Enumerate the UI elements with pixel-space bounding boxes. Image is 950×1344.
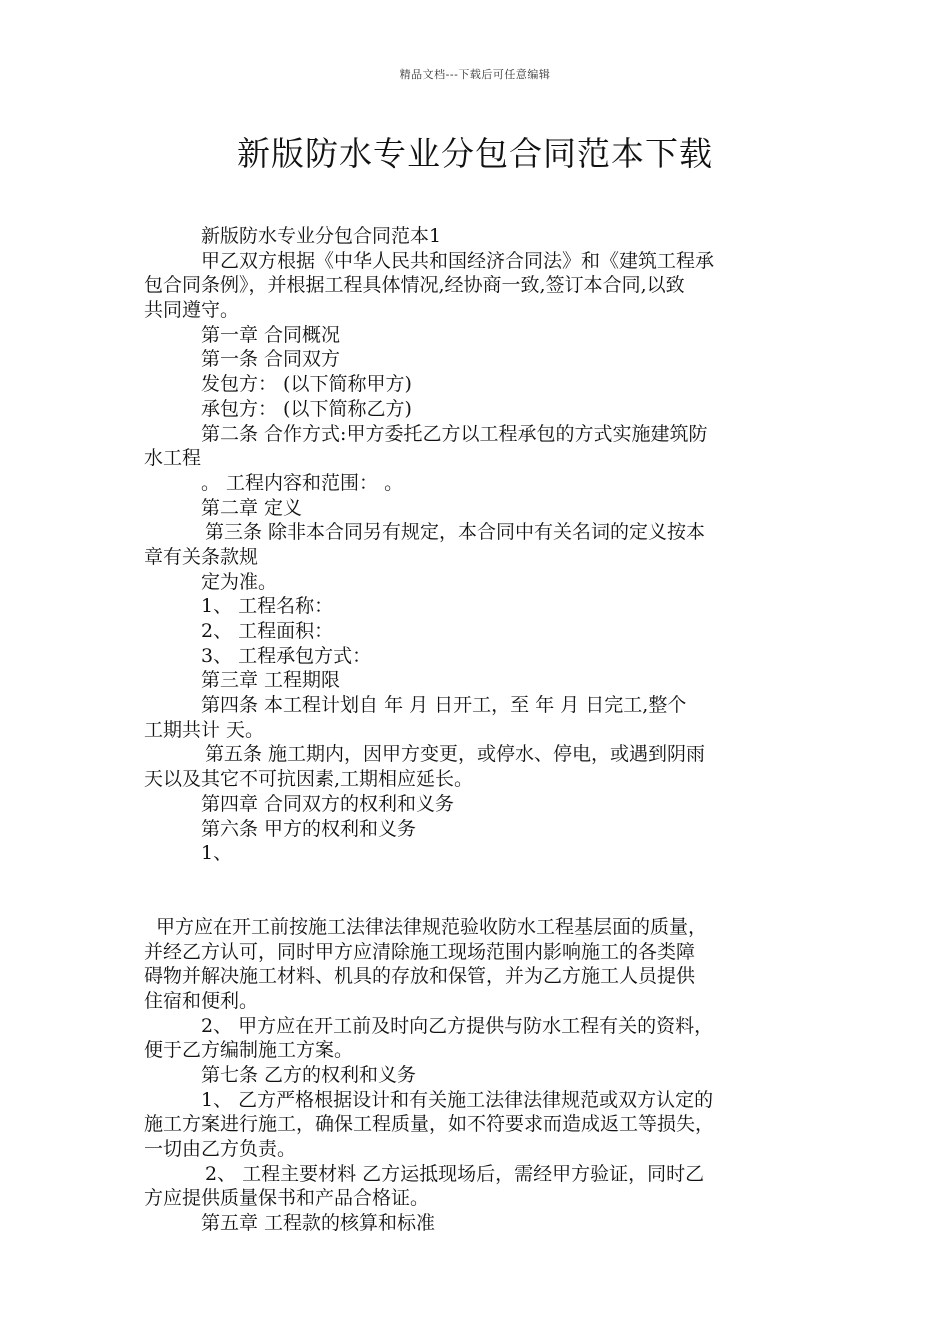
- article-heading: 第六条 甲方的权利和义务: [201, 817, 417, 840]
- body-line: 工期共计 天。: [144, 718, 265, 741]
- document-body: [144, 224, 814, 1236]
- body-line: 包合同条例》，并根据工程具体情况,经协商一致,签订本合同,以致: [144, 274, 685, 297]
- body-line: 施工方案进行施工，确保工程质量，如不符要求而造成返工等损失，: [144, 1113, 715, 1136]
- chapter-heading: 第三章 工程期限: [201, 669, 341, 692]
- body-line: 天以及其它不可抗因素,工期相应延长。: [144, 768, 474, 791]
- body-line: 方应提供质量保书和产品合格证。: [144, 1187, 430, 1210]
- list-item: 1、 工程名称：: [201, 595, 334, 618]
- chapter-heading: 第五章 工程款的核算和标准: [201, 1212, 436, 1235]
- body-line: 住宿和便利。: [144, 989, 259, 1012]
- body-line: 并经乙方认可，同时甲方应清除施工现场范围内影响施工的各类障: [144, 940, 696, 963]
- body-line: 第三条 除非本合同另有规定，本合同中有关名词的定义按本: [205, 521, 706, 544]
- body-line: 水工程: [144, 447, 202, 470]
- list-item: 2、 工程主要材料 乙方运抵现场后，需经甲方验证，同时乙: [205, 1162, 705, 1185]
- article-heading: 第七条 乙方的权利和义务: [201, 1064, 417, 1086]
- list-item: 1、: [201, 842, 233, 865]
- chapter-heading: 第四章 合同双方的权利和义务: [201, 792, 455, 815]
- chapter-heading: 第一章 合同概况: [201, 323, 341, 346]
- body-line: 便于乙方编制施工方案。: [144, 1039, 354, 1062]
- list-item: 1、 乙方严格根据设计和有关施工法律法律规范或双方认定的: [201, 1088, 714, 1111]
- body-line: 。 工程内容和范围： 。: [201, 471, 404, 494]
- page-header-note: 精品文档---下载后可任意编辑: [399, 68, 551, 81]
- body-line: 第二条 合作方式:甲方委托乙方以工程承包的方式实施建筑防: [201, 422, 708, 445]
- paragraph-gap: [144, 866, 814, 915]
- body-line: 发包方： (以下简称甲方): [201, 373, 412, 396]
- body-line: 一切由乙方负责。: [144, 1138, 297, 1161]
- article-heading: 第一条 合同双方: [201, 348, 341, 371]
- body-line: 碍物并解决施工材料、机具的存放和保管，并为乙方施工人员提供: [144, 965, 696, 988]
- body-line: 第五条 施工期内，因甲方变更，或停水、停电，或遇到阴雨: [205, 743, 706, 766]
- document-title: 新版防水专业分包合同范本下载: [237, 134, 713, 173]
- body-line: 第四条 本工程计划自 年 月 日开工，至 年 月 日完工,整个: [201, 694, 687, 717]
- body-line: 章有关条款规: [144, 545, 259, 568]
- body-line: 甲方应在开工前按施工法律法律规范验收防水工程基层面的质量，: [156, 915, 708, 938]
- subtitle-line: 新版防水专业分包合同范本1: [201, 225, 442, 247]
- chapter-heading: 第二章 定义: [201, 496, 303, 519]
- body-line: 共同遵守。: [144, 299, 240, 322]
- body-line: 承包方： (以下简称乙方): [201, 397, 412, 420]
- list-item: 3、 工程承包方式：: [201, 644, 372, 667]
- body-line: 甲乙双方根据《中华人民共和国经济合同法》和《建筑工程承: [201, 249, 715, 272]
- list-item: 2、 甲方应在开工前及时向乙方提供与防水工程有关的资料，: [201, 1014, 714, 1037]
- list-item: 2、 工程面积：: [201, 620, 334, 642]
- body-line: 定为准。: [201, 570, 278, 593]
